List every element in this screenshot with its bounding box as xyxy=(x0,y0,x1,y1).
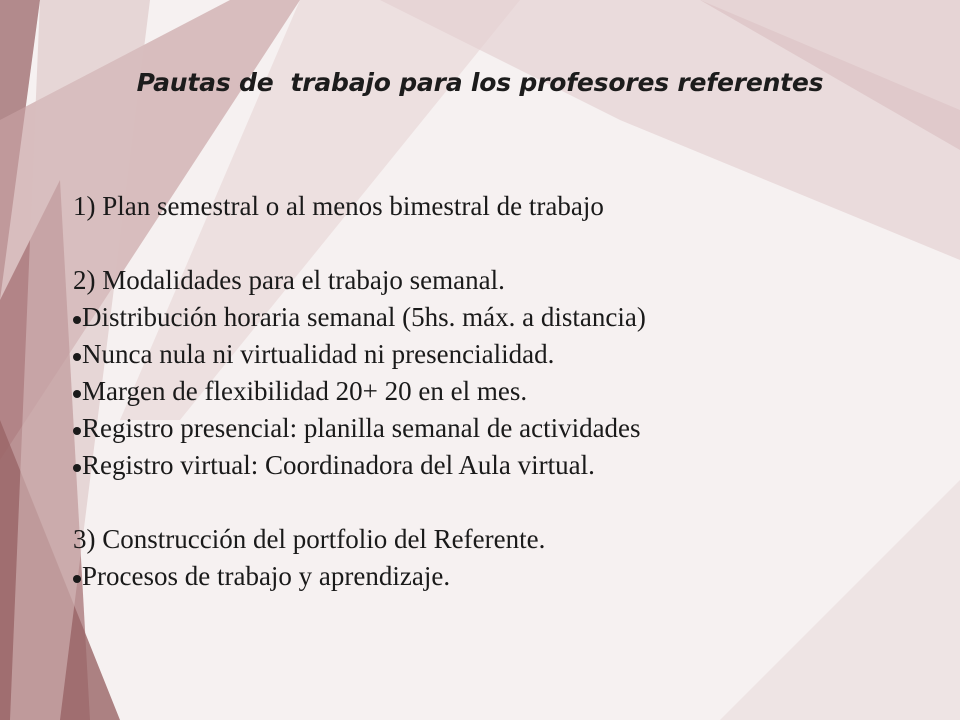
section-heading: 2) Modalidades para el trabajo semanal. xyxy=(73,265,505,295)
bullet-icon xyxy=(73,316,81,324)
slide-body xyxy=(73,188,893,595)
spacer xyxy=(73,484,893,521)
section-heading: 1) Plan semestral o al menos bimestral de trabajo xyxy=(73,191,604,221)
list-item xyxy=(73,410,893,447)
list-item-text: Margen de flexibilidad 20+ 20 en el mes. xyxy=(82,376,528,406)
bullet-icon xyxy=(73,353,81,361)
spacer xyxy=(73,225,893,262)
list-item-text: Registro presencial: planilla semanal de actividades xyxy=(82,413,641,443)
bullet-icon xyxy=(73,575,81,583)
list-item-text: Procesos de trabajo y aprendizaje. xyxy=(82,561,451,591)
list-item xyxy=(73,373,893,410)
slide-title: Pautas de trabajo para los profesores referentes xyxy=(136,68,824,97)
list-item xyxy=(73,447,893,484)
list-item xyxy=(73,299,893,336)
list-item-text: Registro virtual: Coordinadora del Aula virtual. xyxy=(82,450,595,480)
bullet-icon xyxy=(73,427,81,435)
bullet-icon xyxy=(73,464,81,472)
section-heading: 3) Construcción del portfolio del Referente. xyxy=(73,524,546,554)
list-item-text: Distribución horaria semanal (5hs. máx. a distancia) xyxy=(82,302,646,332)
list-item xyxy=(73,336,893,373)
list-item xyxy=(73,558,893,595)
list-item-text: Nunca nula ni virtualidad ni presencialidad. xyxy=(82,339,555,369)
bullet-icon xyxy=(73,390,81,398)
